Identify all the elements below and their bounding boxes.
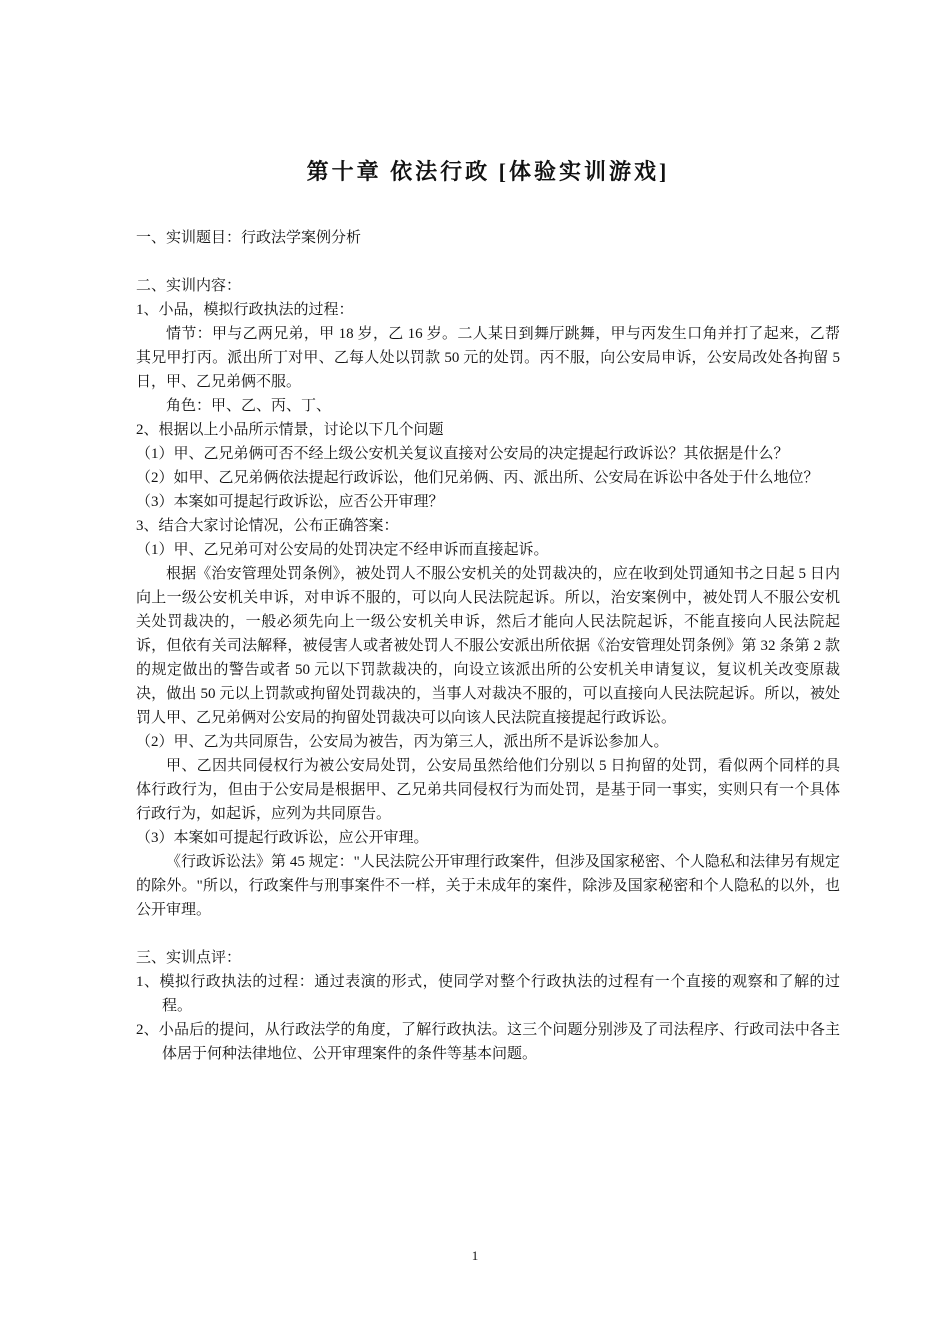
section-training-content-heading: 二、实训内容：: [136, 278, 242, 294]
section-comments-heading: 三、实训点评：: [136, 950, 242, 966]
question-1: （1）甲、乙兄弟俩可否不经上级公安机关复议直接对公安局的决定提起行政诉讼？其依据是什么？: [136, 446, 789, 462]
answer-3-explanation: 《行政诉讼法》第 45 规定："人民法院公开审理行政案件，但涉及国家秘密、个人隐私和法律另有规定的除外。"所以，行政案件与刑事案件不一样，关于未成年的案件，除涉及国家秘密和个人隐私的以外，也公开审理。: [136, 854, 840, 918]
item-3-answers: 3、结合大家讨论情况，公布正确答案：: [136, 518, 399, 534]
answer-3: （3）本案如可提起行政诉讼，应公开审理。: [136, 830, 429, 846]
section-training-topic: 一、实训题目：行政法学案例分析: [136, 230, 362, 246]
item-1-skit: 1、小品，模拟行政执法的过程：: [136, 302, 354, 318]
comment-item: [136, 970, 840, 1018]
comment-text: 模拟行政执法的过程：通过表演的形式，使同学对整个行政执法的过程有一个直接的观察和了解的过程。: [159, 974, 840, 1014]
document-body: [136, 152, 840, 1066]
comment-number: 2、: [136, 1022, 159, 1038]
roles-line: 角色：甲、乙、丙、丁、: [166, 398, 332, 414]
answer-2-explanation: 甲、乙因共同侵权行为被公安局处罚，公安局虽然给他们分别以 5 日拘留的处罚，看似两个同样的具体行政行为，但由于公安局是根据甲、乙兄弟共同侵权行为而处罚，是基于同一事实，实则只有一个具体行政行为，如起诉，应列为共同原告。: [136, 758, 840, 822]
item-2-discussion: 2、根据以上小品所示情景，讨论以下几个问题: [136, 422, 444, 438]
answer-2: （2）甲、乙为共同原告，公安局为被告，丙为第三人，派出所不是诉讼参加人。: [136, 734, 669, 750]
answer-1: （1）甲、乙兄弟可对公安局的处罚决定不经申诉而直接起诉。: [136, 542, 549, 558]
question-3: （3）本案如可提起行政诉讼，应否公开审理？: [136, 494, 444, 510]
comment-item: [136, 1018, 840, 1066]
question-2: （2）如甲、乙兄弟俩依法提起行政诉讼，他们兄弟俩、丙、派出所、公安局在诉讼中各处于什么地位？: [136, 470, 819, 486]
page-number: 1: [471, 1248, 479, 1263]
answer-1-explanation: 根据《治安管理处罚条例》，被处罚人不服公安机关的处罚裁决的，应在收到处罚通知书之日起 5 日内向上一级公安机关申诉，对申诉不服的，可以向人民法院起诉。所以，治安案例中，被处罚人不服公安机关处罚裁决的，一般必须先向上一级公安机关申诉，然后才能向人民法院起诉，不能直接向人民法院起诉，但依有关司法解释，被侵害人或者被处罚人不服公安派出所依据《治安管理处罚条例》第 32 条第 2 款的规定做出的警告或者 50 元以下罚款裁决的，向设立该派出所的公安机关申请复议，复议机关改变原裁决，做出 50 元以上罚款或拘留处罚裁决的，当事人对裁决不服的，可以直接向人民法院起诉。所以，被处罚人甲、乙兄弟俩对公安局的拘留处罚裁决可以向该人民法院直接提起行政诉讼。: [136, 566, 840, 726]
comment-text: 小品后的提问，从行政法学的角度，了解行政执法。这三个问题分别涉及了司法程序、行政司法中各主体居于何种法律地位、公开审理案件的条件等基本问题。: [158, 1022, 840, 1062]
comment-number: 1、: [136, 974, 160, 990]
chapter-title: 第十章 依法行政 [体验实训游戏]: [306, 159, 670, 184]
scenario-paragraph: 情节：甲与乙两兄弟，甲 18 岁，乙 16 岁。二人某日到舞厅跳舞，甲与丙发生口角并打了起来，乙帮其兄甲打丙。派出所丁对甲、乙每人处以罚款 50 元的处罚。丙不服，向公安局申诉，公安局改处各拘留 5 日，甲、乙兄弟俩不服。: [136, 326, 840, 390]
